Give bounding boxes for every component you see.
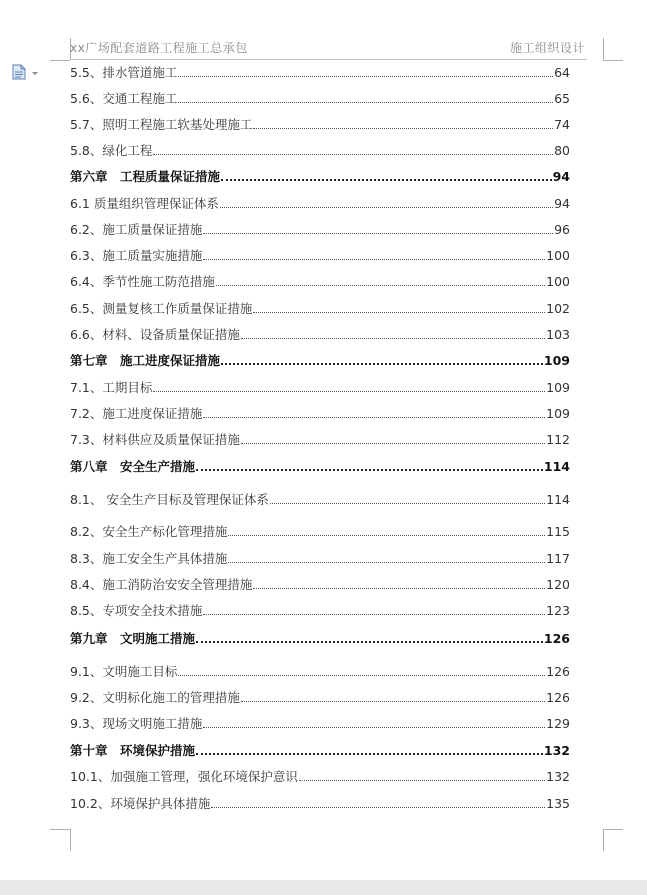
toc-leader-dots [153,390,545,392]
crop-mark-bottom-right [603,829,623,831]
toc-entry-label: 7.2、施工进度保证措施 [70,406,203,421]
toc-section-entry[interactable] [70,61,570,81]
toc-section-entry[interactable] [70,520,570,540]
toc-leader-dots [241,700,545,702]
toc-page-number: 94 [554,196,570,211]
toc-page-number: 120 [546,577,570,592]
toc-leader-dots [178,75,553,77]
toc-page-number: 100 [546,248,570,263]
toc-leader-dots [270,502,545,504]
toc-section-entry[interactable] [70,792,570,812]
crop-mark-bottom-right-v [603,829,605,851]
toc-entry-label: 第九章 文明施工措施 [70,631,196,646]
toc-entry-label: 5.8、绿化工程 [70,143,153,158]
toc-chapter-entry[interactable] [70,627,570,647]
crop-mark-top-left [50,38,71,60]
toc-leader-dots [196,468,543,471]
toc-entry-label: 5.5、排水管道施工 [70,65,178,80]
toc-page-number: 117 [546,551,570,566]
toc-entry-label: 10.2、环境保护具体措施 [70,796,211,811]
toc-chapter-entry[interactable] [70,349,570,369]
toc-leader-dots [241,442,545,444]
toc-entry-label: 6.4、季节性施工防范措施 [70,274,215,289]
toc-page-number: 132 [543,743,570,758]
crop-mark-top-right-h [603,60,623,62]
toc-entry-label: 6.1 质量组织管理保证体系 [70,196,219,211]
toc-section-entry[interactable] [70,113,570,133]
toc-section-entry[interactable] [70,323,570,343]
toc-section-entry[interactable] [70,547,570,567]
toc-page-number: 64 [554,65,570,80]
toc-leader-dots [203,232,553,234]
toc-leader-dots [228,534,545,536]
toc-leader-dots [216,284,545,286]
toc-leader-dots [228,561,545,563]
toc-page-number: 129 [546,716,570,731]
toc-entry-label: 8.4、施工消防治安安全管理措施 [70,577,253,592]
toc-leader-dots [221,178,552,181]
toc-entry-label: 9.2、文明标化施工的管理措施 [70,690,240,705]
toc-leader-dots [211,806,545,808]
header-doc-title: 施工组织设计 [509,41,585,55]
toc-entry-label: 7.1、工期目标 [70,380,153,395]
toc-leader-dots [253,127,553,129]
document-options-icon[interactable] [11,64,41,80]
toc-page-number: 74 [554,117,570,132]
toc-page-number: 65 [554,91,570,106]
toc-entry-label: 第六章 工程质量保证措施 [70,169,221,184]
toc-entry-label: 10.1、加强施工管理，强化环境保护意识 [70,769,298,784]
toc-section-entry[interactable] [70,297,570,317]
page-bottom-gap [0,880,647,895]
toc-entry-label: 5.7、照明工程施工软基处理施工 [70,117,253,132]
toc-entry-label: 6.3、施工质量实施措施 [70,248,203,263]
toc-page-number: 103 [546,327,570,342]
toc-page-number: 123 [546,603,570,618]
toc-page-number: 114 [543,459,570,474]
toc-page-number: 115 [546,524,570,539]
toc-entry-label: 第八章 安全生产措施 [70,459,196,474]
toc-section-entry[interactable] [70,244,570,264]
toc-leader-dots [253,587,545,589]
toc-section-entry[interactable] [70,218,570,238]
toc-page-number: 80 [554,143,570,158]
toc-page-number: 114 [546,492,570,507]
toc-leader-dots [220,206,553,208]
crop-mark-bottom-left-v [70,829,72,851]
toc-entry-label: 8.5、专项安全技术措施 [70,603,203,618]
toc-entry-label: 6.5、测量复核工作质量保证措施 [70,301,253,316]
toc-section-entry[interactable] [70,573,570,593]
toc-page-number: 126 [546,690,570,705]
crop-mark-top-right [603,38,624,60]
toc-page-number: 109 [546,380,570,395]
toc-entry-label: 6.2、施工质量保证措施 [70,222,203,237]
toc-leader-dots [203,613,545,615]
toc-entry-label: 8.3、施工安全生产具体措施 [70,551,228,566]
toc-leader-dots [203,258,545,260]
toc-leader-dots [203,416,545,418]
toc-leader-dots [203,726,545,728]
toc-section-entry[interactable] [70,488,570,508]
toc-section-entry[interactable] [70,765,570,785]
toc-entry-label: 第七章 施工进度保证措施 [70,353,221,368]
toc-page-number: 126 [546,664,570,679]
toc-leader-dots [253,311,545,313]
toc-entry-label: 8.1、 安全生产目标及管理保证体系 [70,492,269,507]
header-project-title: xx广场配套道路工程施工总承包 [70,41,248,55]
toc-entry-label: 第十章 环境保护措施 [70,743,196,758]
toc-leader-dots [178,674,545,676]
toc-section-entry[interactable] [70,270,570,290]
toc-chapter-entry[interactable] [70,165,570,185]
toc-page-number: 100 [546,274,570,289]
toc-leader-dots [299,779,545,781]
toc-page-number: 109 [543,353,570,368]
toc-chapter-entry[interactable] [70,739,570,759]
crop-mark-top-left-h [50,60,70,62]
toc-section-entry[interactable] [70,686,570,706]
toc-page-number: 94 [552,169,570,184]
toc-page-number: 135 [546,796,570,811]
toc-entry-label: 6.6、材料、设备质量保证措施 [70,327,240,342]
toc-section-entry[interactable] [70,599,570,619]
toc-entry-label: 5.6、交通工程施工 [70,91,178,106]
toc-section-entry[interactable] [70,376,570,396]
toc-entry-label: 7.3、材料供应及质量保证措施 [70,432,240,447]
toc-section-entry[interactable] [70,660,570,680]
toc-chapter-entry[interactable] [70,455,570,475]
toc-leader-dots [178,101,553,103]
toc-section-entry[interactable] [70,139,570,159]
toc-entry-label: 9.3、现场文明施工措施 [70,716,203,731]
toc-section-entry[interactable] [70,402,570,422]
page-header [70,39,587,60]
toc-section-entry[interactable] [70,712,570,732]
toc-leader-dots [153,153,553,155]
toc-section-entry[interactable] [70,428,570,448]
toc-page-number: 109 [546,406,570,421]
toc-page-number: 112 [546,432,570,447]
toc-page-number: 126 [543,631,570,646]
toc-section-entry[interactable] [70,192,570,212]
toc-leader-dots [196,640,543,643]
toc-page-number: 132 [546,769,570,784]
toc-leader-dots [221,362,543,365]
toc-page-number: 102 [546,301,570,316]
toc-entry-label: 9.1、文明施工目标 [70,664,178,679]
toc-entry-label: 8.2、安全生产标化管理措施 [70,524,228,539]
toc-leader-dots [241,337,545,339]
toc-section-entry[interactable] [70,87,570,107]
toc-leader-dots [196,752,543,755]
toc-page-number: 96 [554,222,570,237]
crop-mark-bottom-left [50,829,70,831]
